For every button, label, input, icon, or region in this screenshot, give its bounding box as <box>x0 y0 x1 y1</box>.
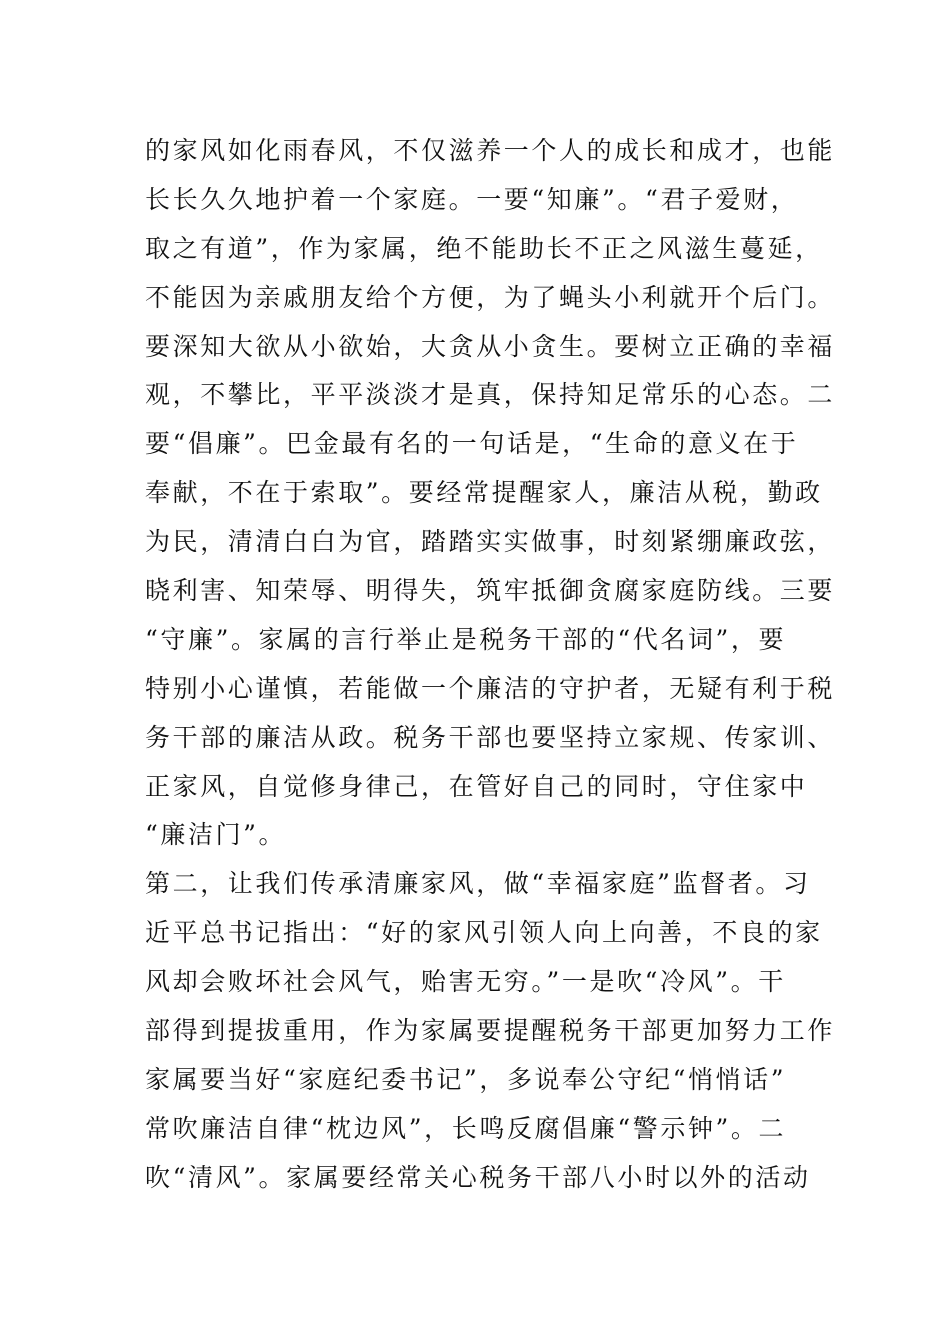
text-line-4: 不能因为亲戚朋友给个方便，为了蝇头小利就开个后门。 <box>145 282 836 312</box>
text-line-14: 正家风，自觉修身律己，在管好自己的同时，守住家中 <box>145 771 808 801</box>
text-line-8: 奉献，不在于索取”。要经常提醒家人，廉洁从税，勤政 <box>145 478 823 508</box>
text-line-5: 要深知大欲从小欲始，大贪从小贪生。要树立正确的幸福 <box>145 331 836 361</box>
text-line-3: 取之有道”，作为家属，绝不能助长不正之风滋生蔓延， <box>145 233 823 263</box>
text-line-13: 务干部的廉洁从政。税务干部也要坚持立家规、传家训、 <box>145 722 836 752</box>
text-line-11: “守廉”。家属的言行举止是税务干部的“代名词”，要 <box>145 624 787 654</box>
text-line-1: 的家风如化雨春风，不仅滋养一个人的成长和成才，也能 <box>145 136 836 165</box>
text-line-10: 晓利害、知荣辱、明得失，筑牢抵御贪腐家庭防线。三要 <box>145 576 836 606</box>
text-line-18: 风却会败坏社会风气，贻害无穷。”一是吹“冷风”。干 <box>145 967 786 997</box>
text-line-9: 为民，清清白白为官，踏踏实实做事，时刻紧绷廉政弦， <box>145 527 836 557</box>
text-line-22: 吹“清风”。家属要经常关心税务干部八小时以外的活动 <box>145 1162 811 1192</box>
text-line-21: 常吹廉洁自律“枕边风”，长鸣反腐倡廉“警示钟”。二 <box>145 1113 787 1143</box>
text-line-6: 观，不攀比，平平淡淡才是真，保持知足常乐的心态。二 <box>145 380 836 410</box>
text-line-2: 长长久久地护着一个家庭。一要“知廉”。“君子爱财， <box>145 184 799 214</box>
text-line-19: 部得到提拔重用，作为家属要提醒税务干部更加努力工作 <box>145 1016 836 1046</box>
text-line-15: “廉洁门”。 <box>145 820 287 850</box>
text-line-20: 家属要当好“家庭纪委书记”，多说奉公守纪“悄悄话” <box>145 1064 787 1094</box>
body-text <box>145 127 836 1203</box>
text-line-16: 第二，让我们传承清廉家风，做“幸福家庭”监督者。习 <box>145 869 811 899</box>
text-line-17: 近平总书记指出：“好的家风引领人向上向善，不良的家 <box>145 918 823 948</box>
text-line-7: 要“倡廉”。巴金最有名的一句话是，“生命的意义在于 <box>145 429 799 459</box>
text-line-12: 特别小心谨慎，若能做一个廉洁的守护者，无疑有利于税 <box>145 673 836 703</box>
